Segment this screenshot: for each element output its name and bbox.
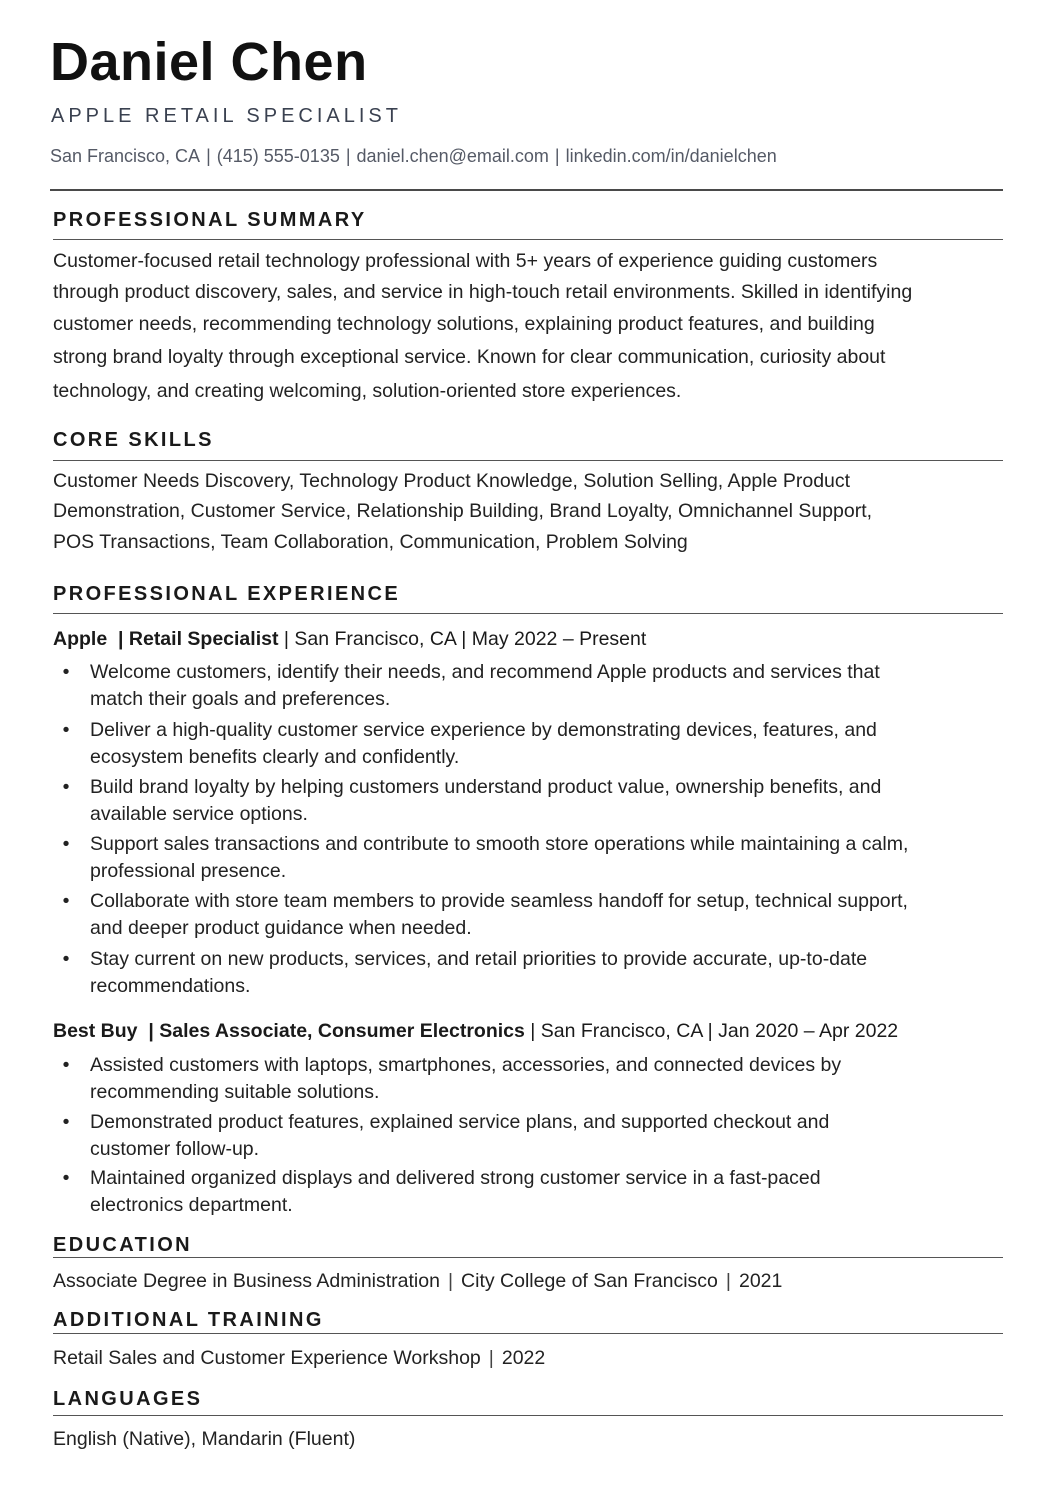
bullet-line: Maintained organized displays and delivered strong customer service in a fast-paced xyxy=(90,1167,821,1189)
training-entry: Retail Sales and Customer Experience Workshop | 2022 xyxy=(53,1347,546,1369)
bullet-line: customer follow-up. xyxy=(90,1138,260,1160)
contact-separator: | xyxy=(206,146,211,166)
bullet-line: Collaborate with store team members to provide seamless handoff for setup, technical support, xyxy=(90,890,908,912)
training-course: Retail Sales and Customer Experience Workshop xyxy=(53,1347,481,1369)
job-role: Retail Specialist xyxy=(128,628,279,650)
job-location: San Francisco, CA xyxy=(540,1020,703,1042)
bullet-dot-icon: • xyxy=(62,719,70,741)
job-location: San Francisco, CA xyxy=(294,628,456,650)
job-header: Best Buy | Sales Associate, Consumer Electronics | San Francisco, CA | Jan 2020 – Apr 2022 xyxy=(53,1020,899,1042)
skills-line: POS Transactions, Team Collaboration, Communication, Problem Solving xyxy=(53,531,688,553)
contact-phone: (415) 555-0135 xyxy=(216,146,340,166)
bullet-line: electronics department. xyxy=(90,1194,293,1216)
bullet-line: Deliver a high-quality customer service experience by demonstrating devices, features, and xyxy=(90,719,877,741)
header-divider xyxy=(50,189,1003,191)
skills-line: Demonstration, Customer Service, Relationship Building, Brand Loyalty, Omnichannel Support, xyxy=(53,500,873,522)
bullet-dot-icon: • xyxy=(62,890,70,912)
bullet-line: match their goals and preferences. xyxy=(90,688,391,710)
bullet-line: Stay current on new products, services, and retail priorities to provide accurate, up-to-date xyxy=(90,948,868,970)
bullet-dot-icon: • xyxy=(62,1111,70,1133)
contact-separator: | xyxy=(345,146,351,166)
languages-entry: English (Native), Mandarin (Fluent) xyxy=(53,1428,356,1450)
summary-line: strong brand loyalty through exceptional service. Known for clear communication, curiosity about xyxy=(53,346,886,368)
job-company: Apple xyxy=(53,628,108,650)
education-school: City College of San Francisco xyxy=(461,1270,718,1292)
skills-divider xyxy=(53,460,1003,461)
job-role: Sales Associate, Consumer Electronics xyxy=(159,1020,525,1042)
job-title: APPLE RETAIL SPECIALIST xyxy=(51,105,402,127)
candidate-name: Daniel Chen xyxy=(50,32,368,92)
bullet-line: available service options. xyxy=(90,803,308,825)
bullet-line: Demonstrated product features, explained service plans, and supported checkout and xyxy=(90,1111,830,1133)
bullet-line: Welcome customers, identify their needs, and recommend Apple products and services that xyxy=(90,661,880,683)
languages-heading: LANGUAGES xyxy=(53,1388,203,1410)
bullet-dot-icon: • xyxy=(62,1054,70,1076)
languages-divider xyxy=(53,1415,1003,1416)
summary-line: technology, and creating welcoming, solution-oriented store experiences. xyxy=(53,380,682,402)
education-year: 2021 xyxy=(738,1270,783,1292)
job-header: Apple | Retail Specialist | San Francisco, CA | May 2022 – Present xyxy=(53,628,647,650)
summary-line: Customer-focused retail technology professional with 5+ years of experience guiding customers xyxy=(53,250,878,272)
contact-linkedin: linkedin.com/in/danielchen xyxy=(565,146,777,166)
bullet-line: Assisted customers with laptops, smartphones, accessories, and connected devices by xyxy=(90,1054,842,1076)
experience-heading: PROFESSIONAL EXPERIENCE xyxy=(53,583,401,605)
contact-separator: | xyxy=(554,146,560,166)
bullet-dot-icon: • xyxy=(62,833,70,855)
contact-line xyxy=(50,144,777,168)
bullet-line: and deeper product guidance when needed. xyxy=(90,917,472,939)
contact-email: daniel.chen@email.com xyxy=(356,146,549,166)
education-heading: EDUCATION xyxy=(53,1234,193,1256)
contact-location: San Francisco, CA xyxy=(50,146,201,166)
bullet-dot-icon: • xyxy=(62,776,70,798)
bullet-line: recommending suitable solutions. xyxy=(90,1081,380,1103)
bullet-dot-icon: • xyxy=(62,661,70,683)
education-entry: Associate Degree in Business Administration | City College of San Francisco | 2021 xyxy=(53,1270,783,1292)
bullet-line: professional presence. xyxy=(90,860,287,882)
job-dates: Jan 2020 – Apr 2022 xyxy=(718,1020,899,1042)
bullet-line: ecosystem benefits clearly and confidently. xyxy=(90,746,460,768)
summary-line: customer needs, recommending technology solutions, explaining product features, and building xyxy=(53,313,875,335)
bullet-line: recommendations. xyxy=(90,975,251,997)
bullet-line: Build brand loyalty by helping customers understand product value, ownership benefits, and xyxy=(90,776,882,798)
bullet-dot-icon: • xyxy=(62,1167,70,1189)
job-company: Best Buy xyxy=(53,1020,138,1042)
summary-divider xyxy=(53,239,1003,240)
job-dates: May 2022 – Present xyxy=(471,628,647,650)
bullet-line: Support sales transactions and contribute to smooth store operations while maintaining a calm, xyxy=(90,833,909,855)
training-divider xyxy=(53,1333,1003,1334)
bullet-dot-icon: • xyxy=(62,948,70,970)
education-divider xyxy=(53,1257,1003,1258)
summary-line: through product discovery, sales, and service in high-touch retail environments. Skilled in identifying xyxy=(53,281,913,303)
skills-heading: CORE SKILLS xyxy=(53,429,214,451)
summary-heading: PROFESSIONAL SUMMARY xyxy=(53,209,367,231)
training-year: 2022 xyxy=(501,1347,546,1369)
education-degree: Associate Degree in Business Administration xyxy=(53,1270,440,1292)
skills-line: Customer Needs Discovery, Technology Product Knowledge, Solution Selling, Apple Product xyxy=(53,470,851,492)
experience-divider xyxy=(53,613,1003,614)
training-heading: ADDITIONAL TRAINING xyxy=(53,1309,324,1331)
